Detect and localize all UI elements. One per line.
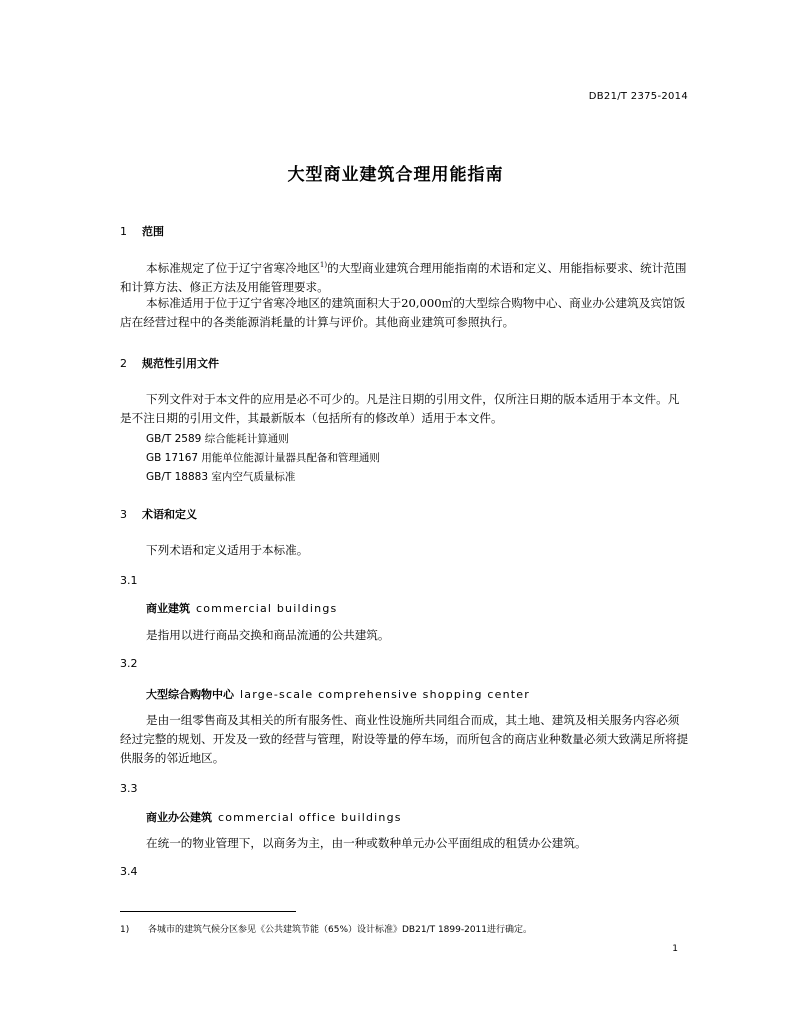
term-zh: 商业建筑: [146, 602, 190, 615]
term-heading: [146, 686, 530, 702]
term-en: commercial office buildings: [218, 811, 402, 824]
section-number: 2: [120, 357, 127, 370]
section-1-paragraph-2: 本标准适用于位于辽宁省寒冷地区的建筑面积大于20,000㎡的大型综合购物中心、商业办公建筑及宾馆饭店在经营过程中的各类能源消耗量的计算与评价。其他商业建筑可参照执行。: [120, 296, 686, 329]
paragraph-text: 本标准规定了位于辽宁省寒冷地区: [146, 260, 320, 275]
section-1-heading: [120, 223, 164, 239]
section-1-paragraph-1: [120, 256, 690, 297]
footnote-text: 各城市的建筑气候分区参见《公共建筑节能（65%）设计标准》DB21/T 1899-2011进行确定。: [148, 925, 533, 935]
term-en: commercial buildings: [196, 602, 338, 615]
term-zh: 大型综合购物中心: [146, 688, 234, 701]
term-number: 3.4: [120, 865, 138, 878]
footnote-number: 1): [120, 925, 130, 935]
term-definition: 在统一的物业管理下，以商务为主，由一种或数种单元办公平面组成的租赁办公建筑。: [146, 836, 587, 850]
term-heading: [146, 809, 402, 825]
page-number: 1: [672, 944, 678, 954]
section-title: 范围: [142, 225, 164, 238]
reference-item: GB/T 2589 综合能耗计算通则: [146, 433, 289, 445]
section-2-paragraph-1: 下列文件对于本文件的应用是必不可少的。凡是注日期的引用文件，仅所注日期的版本适用于本文件。凡是不注日期的引用文件，其最新版本（包括所有的修改单）适用于本文件。: [120, 392, 680, 425]
term-number: 3.1: [120, 574, 138, 587]
section-3-intro: 下列术语和定义适用于本标准。: [146, 543, 309, 557]
section-number: 3: [120, 508, 127, 521]
term-definition: 是指用以进行商品交换和商品流通的公共建筑。: [146, 628, 390, 642]
standard-code: DB21/T 2375-2014: [588, 91, 688, 102]
reference-item: GB/T 18883 室内空气质量标准: [146, 471, 296, 483]
term-number: 3.2: [120, 657, 138, 670]
term-zh: 商业办公建筑: [146, 811, 212, 824]
section-3-heading: [120, 506, 197, 522]
section-title: 规范性引用文件: [142, 357, 219, 370]
term-en: large-scale comprehensive shopping center: [240, 688, 530, 701]
document-title: 大型商业建筑合理用能指南: [287, 165, 504, 185]
footnote-rule: [120, 911, 296, 912]
section-title: 术语和定义: [142, 508, 197, 521]
footnote-marker: 1): [319, 261, 328, 269]
term-number: 3.3: [120, 782, 138, 795]
term-heading: [146, 600, 337, 616]
footnote: [120, 922, 532, 935]
section-2-heading: [120, 355, 219, 371]
term-definition: 是由一组零售商及其相关的所有服务性、商业性设施所共同组合而成，其土地、建筑及相关服务内容必须经过完整的规划、开发及一致的经营与管理，附设等量的停车场，而所包含的商店业种数量必须大致满足所将提供服务的邻近地区。: [120, 713, 689, 765]
reference-item: GB 17167 用能单位能源计量器具配备和管理通则: [146, 452, 380, 464]
section-number: 1: [120, 225, 127, 238]
paragraph-text: 的大型商业建筑合理用能指南的术语和定义、用能指标要求、统计范围和计算方法、修正方法及用能管理要求。: [120, 260, 687, 294]
